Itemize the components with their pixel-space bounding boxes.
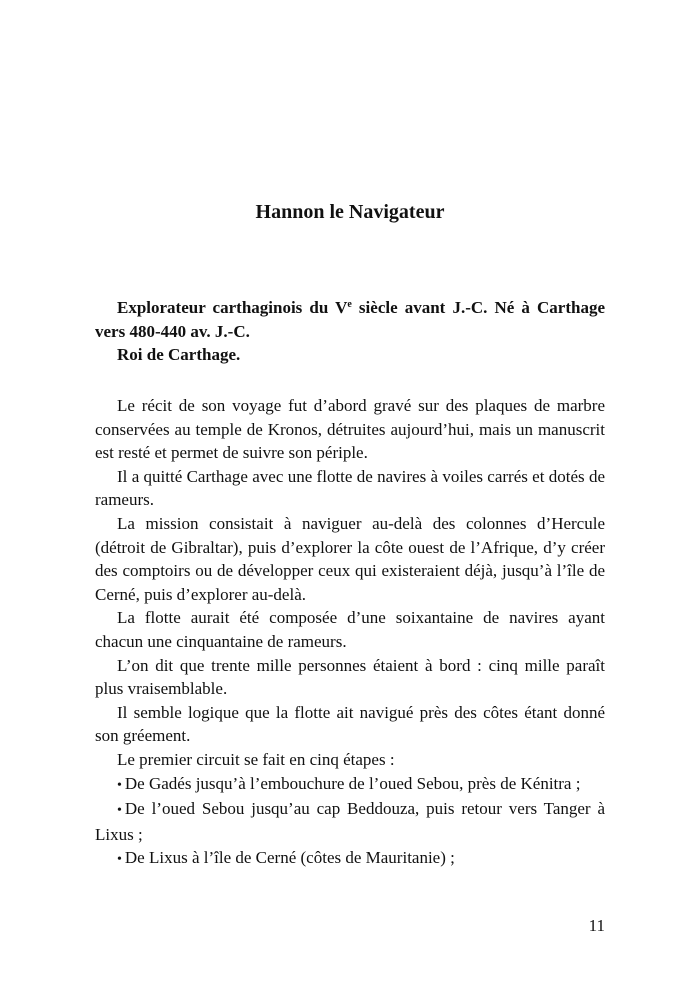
main-text: [95, 394, 605, 872]
paragraph: La flotte aurait été composée d’une soixantaine de navires ayant chacun une cinquantaine de rameurs.: [95, 608, 605, 651]
paragraph: Il semble logique que la flotte ait navigué près des côtes étant donné son gréement.: [95, 702, 605, 746]
bullet-icon: •: [117, 852, 122, 868]
intro-line-2: Roi de Carthage.: [117, 345, 241, 365]
paragraph: L’on dit que trente mille personnes étaient à bord : cinq mille paraît plus vraisemblable.: [95, 655, 605, 699]
paragraph: La mission consistait à naviguer au-delà des colonnes d’Hercule (détroit de Gibraltar), puis d’explorer la côte ouest de l’Afrique, d’y créer des comptoirs ou de développer ceux qui existeraient déjà, jusqu’à l’île de Cerné, puis d’explorer au-delà.: [95, 513, 605, 604]
bullet-icon: •: [117, 803, 122, 819]
superscript-e: e: [347, 299, 352, 310]
bullet-item: • De l’oued Sebou jusqu’au cap Beddouza, puis retour vers Tanger à Lixus ;: [95, 799, 605, 844]
intro-line-1: Explorateur carthaginois du Ve siècle avant J.-C. Né à Carthage vers 480-440 av. J.-C.: [95, 298, 605, 341]
bullet-icon: •: [117, 777, 122, 793]
page-number: 11: [588, 916, 605, 935]
chapter-title: Hannon le Navigateur: [255, 201, 445, 223]
paragraph: Il a quitté Carthage avec une flotte de navires à voiles carrés et dotés de rameurs.: [95, 466, 605, 510]
intro-block: [95, 296, 605, 367]
paragraph: Le premier circuit se fait en cinq étapes :: [117, 749, 395, 769]
paragraph: Le récit de son voyage fut d’abord gravé sur des plaques de marbre conservées au temple de Kronos, détruites aujourd’hui, mais un manuscrit est resté et permet de suivre son périple.: [95, 396, 605, 463]
bullet-item: • De Lixus à l’île de Cerné (côtes de Mauritanie) ;: [117, 848, 455, 868]
bullet-item: • De Gadés jusqu’à l’embouchure de l’oued Sebou, près de Kénitra ;: [117, 773, 581, 793]
